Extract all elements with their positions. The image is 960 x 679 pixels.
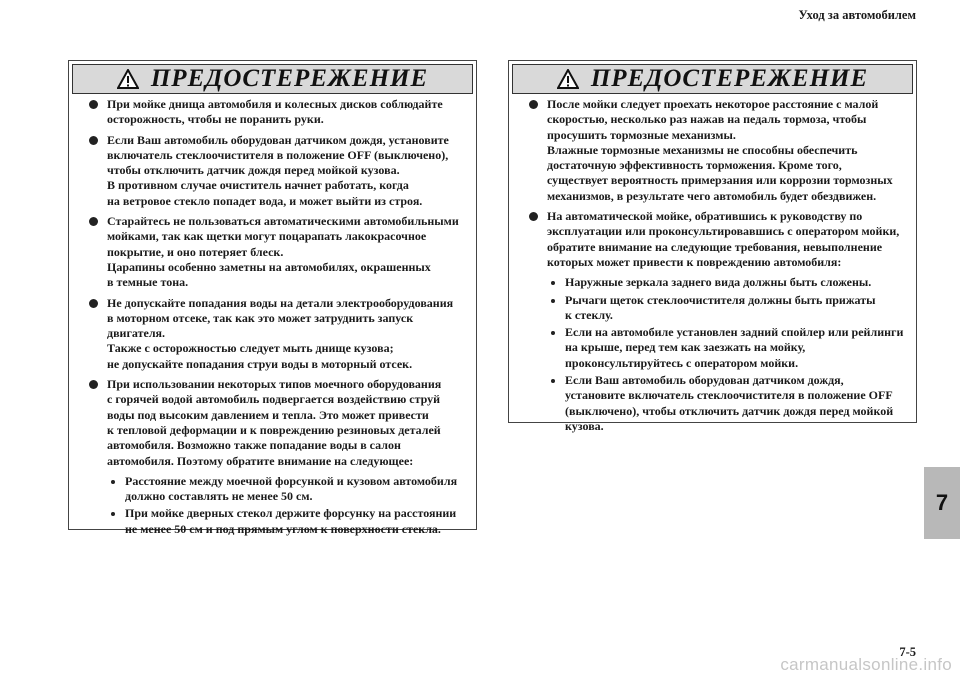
caution-panel-right	[508, 60, 917, 433]
caution-subitem: Рычаги щеток стеклоочистителя должны быть прижаты к стеклу.	[549, 293, 908, 324]
caution-item: Не допускайте попадания воды на детали электрооборудования в моторном отсеке, так как это может затруднить запуск двигателя. Также с осторожностью следует мыть днище кузова; не допускайте попадания струи воды в моторный отсек.	[89, 296, 468, 372]
warning-triangle-icon	[117, 69, 139, 89]
caution-banner	[512, 64, 913, 94]
chapter-tab: 7	[924, 467, 960, 539]
caution-subitem: Если Ваш автомобиль оборудован датчиком дождя, установите включатель стеклоочистителя в положение OFF (выключено), чтобы отключить датчик дождя перед мойкой кузова.	[549, 373, 908, 434]
caution-banner	[72, 64, 473, 94]
section-title: Уход за автомобилем	[798, 8, 916, 22]
caution-sublist	[89, 474, 468, 537]
caution-heading: ПРЕДОСТЕРЕЖЕНИЕ	[150, 65, 429, 92]
caution-item: После мойки следует проехать некоторое расстояние с малой скоростью, несколько раз нажав на педаль тормоза, чтобы просушить тормозные механизмы. Влажные тормозные механизмы не способны обеспечить достаточную эффективность торможения. Кроме того, существует вероятность примерзания или коррозии тормозных механизмов, в результате чего автомобиль будет обездвижен.	[529, 97, 908, 204]
caution-item: Если Ваш автомобиль оборудован датчиком дождя, установите включатель стеклоочистителя в положение OFF (выключено), чтобы отключить датчик дождя перед мойкой кузова. В противном случае очиститель начнет работать, когда на ветровое стекло попадет вода, и может выйти из строя.	[89, 133, 468, 209]
page-number: 7-5	[899, 645, 916, 659]
caution-item: Старайтесь не пользоваться автоматическими автомобильными мойками, так как щетки могут поцарапать лакокрасочное покрытие, и оно потеряет блеск. Царапины особенно заметны на автомобилях, окрашенных в темные тона.	[89, 214, 468, 290]
caution-subitem: При мойке дверных стекол держите форсунку на расстоянии не менее 50 см и под прямым углом к поверхности стекла.	[109, 506, 468, 537]
caution-heading: ПРЕДОСТЕРЕЖЕНИЕ	[590, 65, 869, 92]
caution-panel-left	[68, 60, 477, 536]
caution-subitem: Расстояние между моечной форсункой и кузовом автомобиля должно составлять не менее 50 см.	[109, 474, 468, 505]
caution-item: На автоматической мойке, обратившись к руководству по эксплуатации или проконсультировавшись с оператором мойки, обратите внимание на следующие требования, невыполнение которых может привести к повреждению автомобиля:	[529, 209, 908, 270]
watermark: carmanualsonline.info	[780, 655, 952, 674]
caution-subitem: Если на автомобиле установлен задний спойлер или рейлинги на крыше, перед тем как заезжать на мойку, проконсультируйтесь с оператором мойки.	[549, 325, 908, 371]
caution-item: При использовании некоторых типов моечного оборудования с горячей водой автомобиль подвергается воздействию струй воды под высоким давлением и тепла. Это может привести к тепловой деформации и к повреждению резиновых деталей автомобиля. Возможно также попадание воды в салон автомобиля. Поэтому обратите внимание на следующее:	[89, 377, 468, 469]
caution-sublist	[529, 275, 908, 434]
caution-item: При мойке днища автомобиля и колесных дисков соблюдайте осторожность, чтобы не поранить руки.	[89, 97, 468, 128]
caution-subitem: Наружные зеркала заднего вида должны быть сложены.	[549, 275, 908, 290]
warning-triangle-icon	[557, 69, 579, 89]
